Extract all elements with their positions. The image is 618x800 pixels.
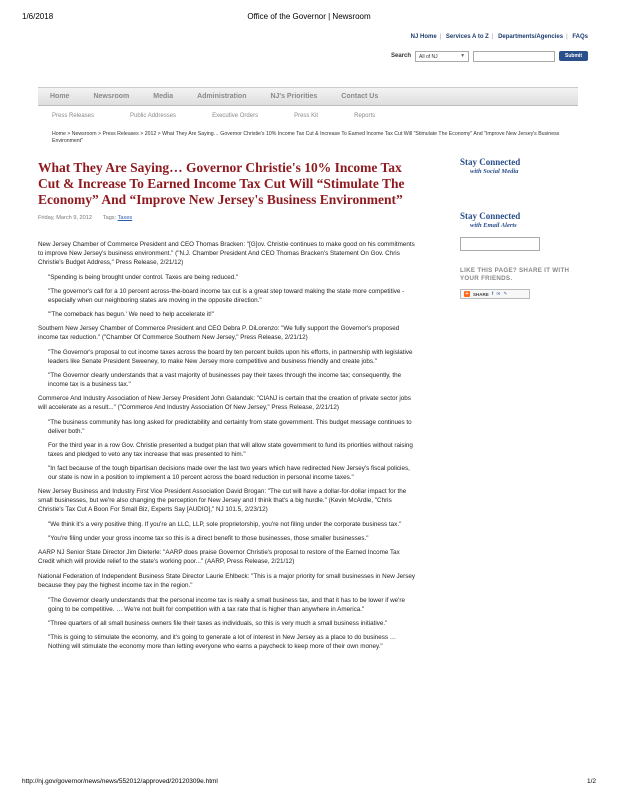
quote-paragraph: "We think it's a very positive thing. If you're an LLC, LLP, sole proprietorship, you're not filing under the corporate business tax."	[48, 521, 402, 528]
email-heading: Stay Connected	[460, 211, 521, 221]
utility-links: NJ Home | Services A to Z | Departments/Agencies | FAQs	[410, 34, 588, 40]
subnav-executive-orders[interactable]: Executive Orders	[212, 113, 259, 119]
share-button[interactable]	[460, 289, 530, 299]
body-paragraph: New Jersey Chamber of Commerce President and CEO Thomas Bracken: "[G]ov. Christie continues to make good on his commitments to improve New Jersey's business environment." ("N.J. Chamber President And CEO Thomas Bracken's Statement On Gov. Chris Christie's Budget Address," Press Release, 2/21/12)	[38, 241, 415, 266]
email-subheading: with Email Alerts	[470, 222, 517, 229]
tags-label: Tags:	[102, 215, 117, 221]
nav-contact[interactable]: Contact Us	[341, 93, 379, 100]
main-nav	[38, 87, 578, 106]
breadcrumb[interactable]: Home > Newsroom > Press Releases > 2012 > What They Are Saying… Governor Christie's 10% Income Tax Cut & Increase To Earned Income Tax Cut Will "Stimulate The Economy" And "Improve New Jersey's Business Environment"	[52, 131, 560, 144]
quote-paragraph: "'The comeback has begun.' We need to help accelerate it!"	[48, 311, 215, 318]
quote-paragraph: "In fact because of the tough bipartisan decisions made over the last two years which have redirected New Jersey's fiscal policies, our state is now in a position to implement a 10 percent across the board reduction in personal income taxes."	[48, 465, 410, 481]
tag-link[interactable]: Taxes	[117, 215, 133, 221]
search-submit-button[interactable]: Submit	[559, 51, 588, 61]
util-link-services[interactable]: Services A to Z	[445, 34, 489, 40]
quote-paragraph: "You're filing under your gross income tax so this is a direct benefit to those businesses, those smaller businesses."	[48, 535, 369, 542]
quote-paragraph: "The Governor's proposal to cut income taxes across the board by ten percent builds upon his efforts, in partnership with legislative leaders like Senate President Sweeney, to make New Jersey more competitive and business friendly and create jobs."	[48, 349, 413, 365]
body-paragraph: New Jersey Business and Industry First Vice President Association David Brogan: "The cut will have a dollar-for-dollar impact for the small businesses, but we're also changing the perception for New Jersey and I think that's a big hurdle." (Kevin McArdle, "Chris Christie's Tax Cut A Boon For Small Biz, Experts Say [AUDIO]," NJ 101.5, 2/23/12)	[38, 488, 407, 513]
search-scope-select[interactable]	[415, 51, 469, 62]
quote-paragraph: "Spending is being brought under control. Taxes are being reduced."	[48, 274, 239, 281]
print-url: http://nj.gov/governor/news/news/552012/approved/20120309e.html	[22, 778, 218, 785]
search-bar	[391, 50, 588, 62]
social-subheading: with Social Media	[470, 168, 519, 175]
sub-nav	[52, 113, 411, 119]
quote-paragraph: "This is going to stimulate the economy, and it's going to generate a lot of interest in New Jersey as a place to do business … Nothing will stimulate the economy more than letting everyone who earns a paycheck to keep more of their own money."	[48, 634, 397, 650]
quote-paragraph: "Three quarters of all small business owners file their taxes as individuals, so this is very much a small business initiative."	[48, 620, 388, 627]
article-body	[38, 237, 418, 656]
nav-newsroom[interactable]: Newsroom	[93, 93, 130, 100]
print-footer	[22, 778, 596, 788]
subnav-press-releases[interactable]: Press Releases	[52, 113, 95, 119]
page-title: What They Are Saying… Governor Christie's 10% Income Tax Cut & Increase To Earned Income Tax Cut Will “Stimulate The Economy” And “Improve New Jersey's Business Environment”	[38, 160, 405, 207]
print-date: 1/6/2018	[22, 12, 54, 21]
quote-paragraph: "The Governor clearly understands that the personal income tax is really a small business tax, and that it has to be lower if we're going to be competitive. … We're not built for competition with a tax rate that is higher than anywhere in America."	[48, 597, 405, 613]
share-prompt: LIKE THIS PAGE? SHARE IT WITH YOUR FRIENDS.	[460, 267, 570, 282]
body-paragraph: National Federation of Independent Business State Director Laurie Ehlbeck: "This is a major priority for small businesses in New Jersey because they pay the highest income tax in the region."	[38, 573, 416, 589]
body-paragraph: Commerce And Industry Association of New Jersey President John Galandak: "CIANJ is certain that the creation of private sector jobs will accelerate as a result..." ("Commerce And Industry Association Of New Jersey," Press Release, 2/21/12)	[38, 395, 411, 411]
quote-paragraph: "The business community has long asked for predictability and certainty from state government. This budget message continues to deliver both."	[48, 419, 412, 435]
quote-paragraph: For the third year in a row Gov. Christie presented a budget plan that will allow state government to fund its priorities without raising taxes and pledged to veto any tax increase that was presented to him."	[48, 442, 413, 458]
print-page-title: Office of the Governor | Newsroom	[247, 12, 371, 21]
quote-paragraph: "The governor's call for a 10 percent across-the-board income tax cut is a great step toward making the state more competitive - especially when our neighboring states are moving in the opposite direction."	[48, 288, 405, 304]
nav-administration[interactable]: Administration	[197, 93, 247, 100]
article-date: Friday, March 9, 2012	[38, 215, 92, 221]
nav-home[interactable]: Home	[50, 93, 70, 100]
search-scope-value: All of NJ	[419, 53, 438, 60]
quote-paragraph: "The Governor clearly understands that a vast majority of businesses pay their taxes through the income tax; consequently, the income tax is a business tax."	[48, 372, 402, 388]
chevron-down-icon: ▼	[460, 52, 466, 59]
util-link-nj-home[interactable]: NJ Home	[410, 34, 437, 40]
social-icons: f ✉ ✎	[491, 291, 509, 296]
print-header	[22, 12, 596, 24]
util-link-faqs[interactable]: FAQs	[572, 34, 588, 40]
nav-priorities[interactable]: NJ's Priorities	[270, 93, 318, 100]
search-label: Search	[391, 53, 412, 59]
email-alerts-input[interactable]	[460, 237, 540, 251]
print-page-number: 1/2	[586, 778, 596, 785]
body-paragraph: AARP NJ Senior State Director Jim Dieterle: "AARP does praise Governor Christie's proposal to restore of the Earned Income Tax Credit which will provide relief to the state's working poor..." (AARP, Press Release, 2/21/12)	[38, 549, 400, 565]
subnav-reports[interactable]: Reports	[354, 113, 376, 119]
body-paragraph: Southern New Jersey Chamber of Commerce President and CEO Debra P. DiLorenzo: "We fully support the Governor's proposed income tax reduction." ("Chamber Of Commerce Southern New Jersey," Press Release, 2/21/12)	[38, 325, 400, 341]
subnav-public-addresses[interactable]: Public Addresses	[130, 113, 177, 119]
util-link-departments[interactable]: Departments/Agencies	[498, 34, 564, 40]
nav-media[interactable]: Media	[153, 93, 174, 100]
plus-icon: +	[465, 291, 469, 297]
sidebar	[460, 157, 590, 299]
subnav-press-kit[interactable]: Press Kit	[294, 113, 319, 119]
share-label: SHARE	[473, 291, 489, 297]
article-meta	[38, 215, 132, 221]
search-input[interactable]	[473, 51, 555, 62]
social-heading: Stay Connected	[460, 157, 521, 167]
